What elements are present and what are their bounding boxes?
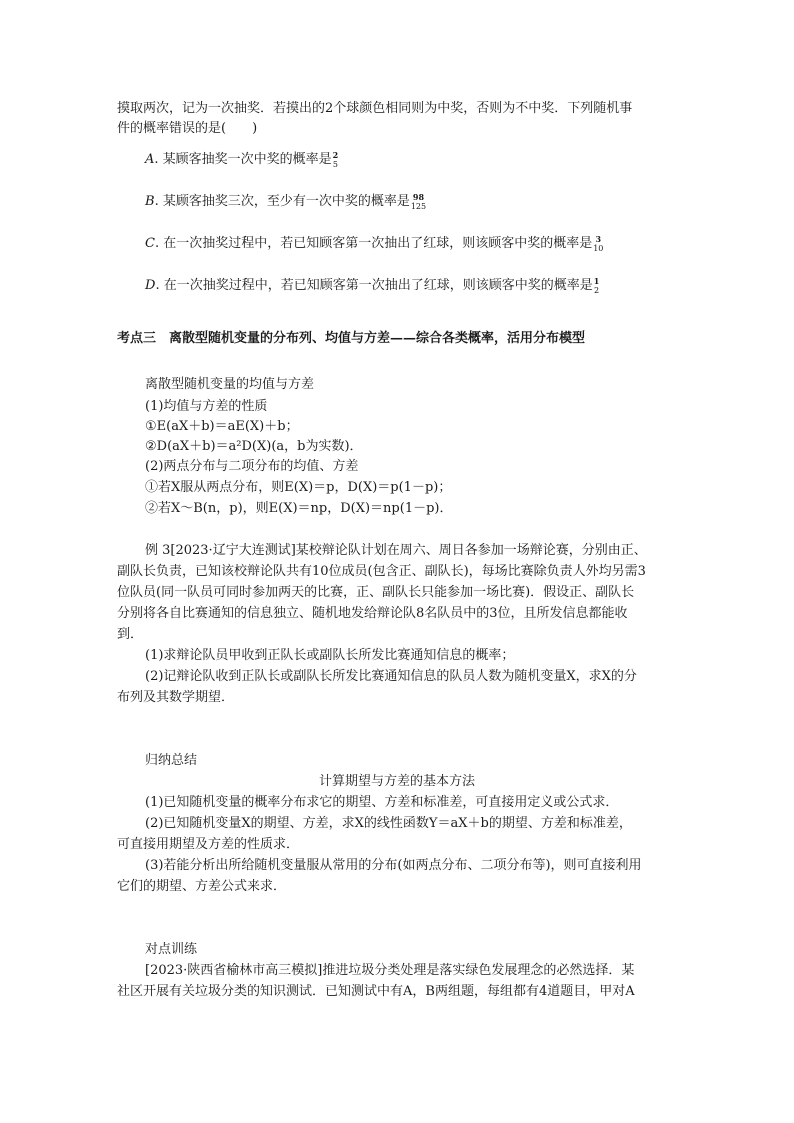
intro-line-1: 摸取两次，记为一次抽奖．若摸出的2个球颜色相同则为中奖，否则为不中奖．下列随机事 [117, 101, 633, 116]
fraction-numerator: 1 [593, 275, 600, 286]
theory-line: 离散型随机变量的均值与方差 [145, 377, 315, 392]
option-letter: D [145, 278, 156, 293]
theory-line: ②若X～B(n，p)，则E(X)＝np，D(X)＝np(1－p)． [145, 501, 453, 516]
section-title: 考点三 离散型随机变量的分布列、均值与方差——综合各类概率，活用分布模型 [117, 331, 586, 346]
theory-line: ②D(aX＋b)＝a²D(X)(a，b为实数)． [145, 439, 363, 454]
example-line: 布列及其数学期望． [117, 690, 235, 705]
option-text: . 在一次抽奖过程中，若已知顾客第一次抽出了红球，则该顾客中奖的概率是 [154, 236, 593, 251]
summary-line: 它们的期望、方差公式来求． [117, 879, 287, 894]
training-heading: 对点训练 [145, 942, 198, 957]
example-line: 例 3[2023·辽宁大连测试]某校辩论队计划在周六、周日各参加一场辩论赛，分别由正、 [145, 543, 647, 558]
theory-line: ①若X服从两点分布，则E(X)＝p，D(X)＝p(1－p)； [145, 480, 452, 495]
summary-subtitle: 计算期望与方差的基本方法 [318, 774, 475, 789]
option-letter: A [145, 152, 155, 167]
fraction [333, 151, 339, 169]
training-line: 社区开展有关垃圾分类的知识测试．已知测试中有A，B两组题，每组都有4道题目，甲对A [117, 984, 635, 999]
summary-line: (1)已知随机变量的概率分布求它的期望、方差和标准差，可直接用定义或公式求． [145, 795, 619, 810]
option-text: . 某顾客抽奖三次，至少有一次中奖的概率是 [154, 194, 410, 209]
example-line: 分别将各自比赛通知的信息独立、随机地发给辩论队8名队员中的3位，且所发信息都能收 [117, 606, 628, 621]
summary-line: 可直接用期望及方差的性质求． [117, 837, 300, 852]
training-line: [2023·陕西省榆林市高三模拟]推进垃圾分类处理是落实绿色发展理念的必然选择．某 [145, 963, 635, 978]
example-question: (1)求辩论队员甲收到正队长或副队长所发比赛通知信息的概率； [145, 648, 515, 663]
example-line: 到． [117, 627, 144, 642]
theory-line: (1)均值与方差的性质 [145, 399, 268, 414]
option-b [145, 192, 426, 212]
intro-line-2: 件的概率错误的是( ) [117, 121, 258, 136]
fraction [411, 193, 426, 211]
example-line: 位队员(同一队员可同时参加两天的比赛，正、副队长只能参加一场比赛)．假设正、副队长 [117, 585, 635, 600]
option-letter: C [145, 236, 155, 251]
summary-heading: 归纳总结 [145, 753, 198, 768]
theory-line: ①E(aX＋b)＝aE(X)＋b； [145, 419, 299, 434]
fraction-denominator: 5 [332, 159, 338, 169]
fraction-denominator: 125 [410, 201, 427, 211]
option-c [145, 234, 603, 254]
fraction-numerator: 98 [412, 191, 425, 202]
fraction-numerator: 2 [332, 149, 339, 160]
example-line: 副队长负责，已知该校辩论队共有10位成员(包含正、副队长)，每场比赛除负责人外均另需3 [117, 564, 646, 579]
summary-line: (2)已知随机变量X的期望、方差，求X的线性函数Y＝aX＋b的期望、方差和标准差， [145, 816, 632, 831]
summary-line: (3)若能分析出所给随机变量服从常用的分布(如两点分布、二项分布等)，则可直接利用 [145, 858, 642, 873]
fraction [593, 235, 603, 253]
theory-line: (2)两点分布与二项分布的均值、方差 [145, 459, 359, 474]
option-d [145, 276, 599, 296]
option-text: . 某顾客抽奖一次中奖的概率是 [154, 152, 332, 167]
fraction-denominator: 2 [593, 285, 600, 295]
fraction-numerator: 3 [595, 233, 602, 244]
example-question: (2)记辩论队收到正队长或副队长所发比赛通知信息的队员人数为随机变量X，求X的分 [145, 669, 637, 684]
option-text: . 在一次抽奖过程中，若已知顾客第一次抽出了红球，则该顾客中奖的概率是 [155, 278, 593, 293]
option-letter: B [145, 194, 155, 209]
option-a [145, 150, 338, 170]
fraction-denominator: 10 [593, 243, 604, 253]
fraction [594, 277, 600, 295]
